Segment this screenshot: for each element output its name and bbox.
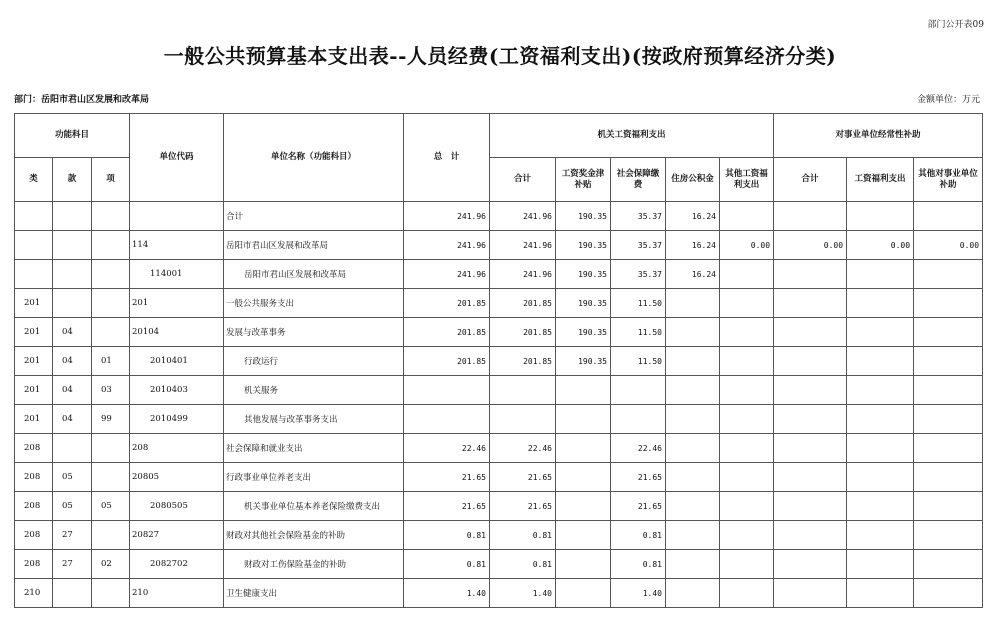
budget-table [14, 113, 983, 608]
cell-org-housing [666, 550, 720, 579]
cell-unit-name: 机关服务 [224, 376, 404, 405]
cell-sub-wage [847, 579, 914, 608]
cell-org-social: 35.37 [611, 231, 666, 260]
cell-org-housing [666, 405, 720, 434]
cell-unit-code: 20827 [130, 521, 224, 550]
cell-total: 241.96 [404, 260, 490, 289]
cell-sub-total [774, 260, 847, 289]
cell-org-social: 35.37 [611, 202, 666, 231]
cell-total: 21.65 [404, 492, 490, 521]
cell-org-total: 0.81 [490, 550, 556, 579]
cell-org-total: 22.46 [490, 434, 556, 463]
cell-lei: 201 [15, 347, 53, 376]
cell-org-housing [666, 318, 720, 347]
cell-org-other [720, 521, 774, 550]
cell-org-social: 21.65 [611, 463, 666, 492]
cell-sub-other [914, 289, 983, 318]
table-row [15, 550, 983, 579]
cell-kuan: 04 [53, 405, 92, 434]
cell-total: 0.81 [404, 521, 490, 550]
cell-sub-other [914, 405, 983, 434]
cell-org-housing [666, 376, 720, 405]
cell-org-housing [666, 492, 720, 521]
header-sub-other: 其他对事业单位补助 [914, 158, 983, 202]
cell-unit-name: 其他发展与改革事务支出 [224, 405, 404, 434]
cell-org-wage [556, 376, 611, 405]
cell-xiang [92, 521, 130, 550]
table-row [15, 202, 983, 231]
cell-unit-code: 2010403 [130, 376, 224, 405]
table-row [15, 492, 983, 521]
cell-xiang [92, 434, 130, 463]
cell-unit-code: 20104 [130, 318, 224, 347]
cell-org-housing [666, 347, 720, 376]
cell-unit-name: 岳阳市君山区发展和改革局 [224, 231, 404, 260]
cell-sub-other [914, 579, 983, 608]
header-org-wage: 工资奖金津补贴 [556, 158, 611, 202]
cell-xiang [92, 318, 130, 347]
cell-sub-total [774, 202, 847, 231]
cell-kuan [53, 260, 92, 289]
table-row [15, 318, 983, 347]
cell-org-wage [556, 550, 611, 579]
cell-xiang [92, 289, 130, 318]
cell-org-other [720, 347, 774, 376]
cell-unit-code: 114001 [130, 260, 224, 289]
department-label: 部门：岳阳市君山区发展和改革局 [14, 95, 150, 105]
cell-xiang [92, 579, 130, 608]
cell-sub-total [774, 579, 847, 608]
table-row [15, 521, 983, 550]
header-unit-code: 单位代码 [130, 114, 224, 202]
cell-sub-other [914, 434, 983, 463]
cell-kuan [53, 231, 92, 260]
cell-sub-total [774, 376, 847, 405]
cell-lei: 208 [15, 550, 53, 579]
cell-sub-other [914, 521, 983, 550]
cell-lei [15, 260, 53, 289]
header-kuan: 款 [53, 158, 92, 202]
cell-xiang [92, 260, 130, 289]
cell-org-total: 201.85 [490, 289, 556, 318]
cell-unit-name: 卫生健康支出 [224, 579, 404, 608]
cell-org-total: 1.40 [490, 579, 556, 608]
cell-sub-total [774, 318, 847, 347]
cell-org-social: 0.81 [611, 550, 666, 579]
cell-org-other [720, 376, 774, 405]
header-org-other: 其他工资福利支出 [720, 158, 774, 202]
cell-xiang: 01 [92, 347, 130, 376]
cell-xiang [92, 202, 130, 231]
header-sub-wage: 工资福利支出 [847, 158, 914, 202]
cell-org-housing: 16.24 [666, 260, 720, 289]
cell-xiang: 02 [92, 550, 130, 579]
cell-org-social: 0.81 [611, 521, 666, 550]
cell-org-social: 11.50 [611, 289, 666, 318]
cell-sub-total [774, 347, 847, 376]
cell-sub-other [914, 260, 983, 289]
cell-org-other [720, 405, 774, 434]
cell-unit-code: 114 [130, 231, 224, 260]
cell-org-other [720, 434, 774, 463]
header-func-subject: 功能科目 [15, 114, 130, 158]
header-org-housing: 住房公积金 [666, 158, 720, 202]
cell-unit-name: 行政运行 [224, 347, 404, 376]
cell-org-wage [556, 492, 611, 521]
cell-lei: 208 [15, 434, 53, 463]
cell-lei: 208 [15, 492, 53, 521]
cell-org-housing [666, 434, 720, 463]
cell-org-wage: 190.35 [556, 231, 611, 260]
cell-lei: 201 [15, 405, 53, 434]
cell-sub-other: 0.00 [914, 231, 983, 260]
cell-unit-name: 行政事业单位养老支出 [224, 463, 404, 492]
cell-unit-code: 2010401 [130, 347, 224, 376]
cell-org-wage [556, 521, 611, 550]
cell-org-housing: 16.24 [666, 231, 720, 260]
table-row [15, 376, 983, 405]
header-lei: 类 [15, 158, 53, 202]
cell-org-social: 35.37 [611, 260, 666, 289]
cell-unit-code: 2010499 [130, 405, 224, 434]
cell-sub-wage [847, 318, 914, 347]
header-sub-total: 合计 [774, 158, 847, 202]
cell-sub-wage [847, 376, 914, 405]
cell-unit-name: 合计 [224, 202, 404, 231]
cell-org-housing [666, 289, 720, 318]
cell-unit-name: 岳阳市君山区发展和改革局 [224, 260, 404, 289]
cell-org-total: 0.81 [490, 521, 556, 550]
cell-org-other [720, 463, 774, 492]
cell-kuan [53, 202, 92, 231]
cell-org-other [720, 289, 774, 318]
cell-sub-total [774, 550, 847, 579]
cell-sub-other [914, 550, 983, 579]
header-org-total: 合计 [490, 158, 556, 202]
cell-org-housing [666, 463, 720, 492]
cell-sub-total [774, 405, 847, 434]
cell-unit-name: 发展与改革事务 [224, 318, 404, 347]
cell-kuan: 04 [53, 318, 92, 347]
cell-total: 241.96 [404, 202, 490, 231]
cell-org-total: 241.96 [490, 202, 556, 231]
cell-sub-total: 0.00 [774, 231, 847, 260]
cell-lei: 210 [15, 579, 53, 608]
cell-org-total: 21.65 [490, 463, 556, 492]
header-unit-name: 单位名称（功能科目） [224, 114, 404, 202]
cell-unit-name: 一般公共服务支出 [224, 289, 404, 318]
cell-total: 0.81 [404, 550, 490, 579]
cell-sub-total [774, 463, 847, 492]
cell-sub-wage [847, 492, 914, 521]
cell-sub-total [774, 434, 847, 463]
cell-org-social: 22.46 [611, 434, 666, 463]
cell-kuan: 04 [53, 376, 92, 405]
cell-org-social: 21.65 [611, 492, 666, 521]
cell-org-wage: 190.35 [556, 260, 611, 289]
cell-org-total: 241.96 [490, 260, 556, 289]
cell-org-wage: 190.35 [556, 289, 611, 318]
cell-org-other [720, 260, 774, 289]
cell-total [404, 405, 490, 434]
table-row [15, 579, 983, 608]
cell-org-social: 1.40 [611, 579, 666, 608]
header-org-group: 机关工资福利支出 [490, 114, 774, 158]
cell-total: 201.85 [404, 289, 490, 318]
cell-unit-code: 2080505 [130, 492, 224, 521]
cell-lei: 201 [15, 376, 53, 405]
cell-unit-name: 财政对其他社会保险基金的补助 [224, 521, 404, 550]
cell-org-total: 21.65 [490, 492, 556, 521]
cell-sub-other [914, 202, 983, 231]
cell-sub-other [914, 463, 983, 492]
cell-org-wage [556, 463, 611, 492]
cell-lei [15, 231, 53, 260]
cell-org-total: 241.96 [490, 231, 556, 260]
cell-org-wage [556, 405, 611, 434]
cell-org-total [490, 405, 556, 434]
page-title: 一般公共预算基本支出表--人员经费(工资福利支出)(按政府预算经济分类) [163, 44, 837, 68]
cell-xiang: 99 [92, 405, 130, 434]
table-row [15, 231, 983, 260]
cell-unit-code: 201 [130, 289, 224, 318]
cell-sub-wage [847, 521, 914, 550]
cell-unit-code [130, 202, 224, 231]
cell-total: 21.65 [404, 463, 490, 492]
cell-org-total: 201.85 [490, 347, 556, 376]
cell-sub-total [774, 521, 847, 550]
table-number-label: 部门公开表09 [927, 20, 984, 30]
cell-org-other [720, 202, 774, 231]
cell-sub-total [774, 289, 847, 318]
cell-sub-wage [847, 260, 914, 289]
cell-total [404, 376, 490, 405]
cell-sub-wage [847, 463, 914, 492]
cell-kuan: 04 [53, 347, 92, 376]
cell-total: 201.85 [404, 318, 490, 347]
cell-total: 1.40 [404, 579, 490, 608]
cell-org-wage: 190.35 [556, 202, 611, 231]
cell-total: 201.85 [404, 347, 490, 376]
cell-unit-code: 20805 [130, 463, 224, 492]
table-row [15, 260, 983, 289]
cell-org-total: 201.85 [490, 318, 556, 347]
cell-org-housing [666, 521, 720, 550]
cell-lei: 208 [15, 521, 53, 550]
header-org-social: 社会保障缴费 [611, 158, 666, 202]
cell-lei: 208 [15, 463, 53, 492]
cell-org-wage: 190.35 [556, 318, 611, 347]
header-sub-group: 对事业单位经常性补助 [774, 114, 983, 158]
cell-sub-other [914, 376, 983, 405]
cell-org-housing: 16.24 [666, 202, 720, 231]
cell-kuan: 27 [53, 550, 92, 579]
cell-xiang [92, 463, 130, 492]
cell-sub-wage [847, 289, 914, 318]
cell-org-social: 11.50 [611, 318, 666, 347]
cell-sub-other [914, 347, 983, 376]
cell-org-other [720, 492, 774, 521]
cell-kuan [53, 434, 92, 463]
cell-lei: 201 [15, 289, 53, 318]
cell-org-other [720, 318, 774, 347]
cell-unit-name: 机关事业单位基本养老保险缴费支出 [224, 492, 404, 521]
header-xiang: 项 [92, 158, 130, 202]
cell-sub-other [914, 492, 983, 521]
cell-total: 22.46 [404, 434, 490, 463]
cell-kuan: 05 [53, 492, 92, 521]
cell-unit-name: 社会保障和就业支出 [224, 434, 404, 463]
table-row [15, 434, 983, 463]
cell-lei: 201 [15, 318, 53, 347]
cell-kuan [53, 579, 92, 608]
table-row [15, 463, 983, 492]
cell-sub-other [914, 318, 983, 347]
cell-kuan: 27 [53, 521, 92, 550]
cell-sub-wage [847, 434, 914, 463]
cell-sub-wage [847, 347, 914, 376]
cell-org-social: 11.50 [611, 347, 666, 376]
cell-sub-wage [847, 550, 914, 579]
table-row [15, 289, 983, 318]
cell-org-wage [556, 579, 611, 608]
cell-kuan [53, 289, 92, 318]
cell-xiang: 03 [92, 376, 130, 405]
cell-total: 241.96 [404, 231, 490, 260]
cell-unit-code: 210 [130, 579, 224, 608]
cell-unit-name: 财政对工伤保险基金的补助 [224, 550, 404, 579]
cell-org-housing [666, 579, 720, 608]
cell-org-wage: 190.35 [556, 347, 611, 376]
cell-org-social [611, 376, 666, 405]
cell-sub-wage [847, 202, 914, 231]
cell-unit-code: 2082702 [130, 550, 224, 579]
table-row [15, 347, 983, 376]
cell-kuan: 05 [53, 463, 92, 492]
amount-unit-label: 金额单位：万元 [916, 95, 980, 105]
cell-unit-code: 208 [130, 434, 224, 463]
cell-org-other [720, 550, 774, 579]
cell-org-total [490, 376, 556, 405]
cell-sub-total [774, 492, 847, 521]
table-row [15, 405, 983, 434]
cell-org-social [611, 405, 666, 434]
cell-xiang: 05 [92, 492, 130, 521]
cell-org-other: 0.00 [720, 231, 774, 260]
cell-org-wage [556, 434, 611, 463]
cell-sub-wage [847, 405, 914, 434]
cell-org-other [720, 579, 774, 608]
cell-lei [15, 202, 53, 231]
header-total: 总 计 [404, 114, 490, 202]
cell-sub-wage: 0.00 [847, 231, 914, 260]
cell-xiang [92, 231, 130, 260]
